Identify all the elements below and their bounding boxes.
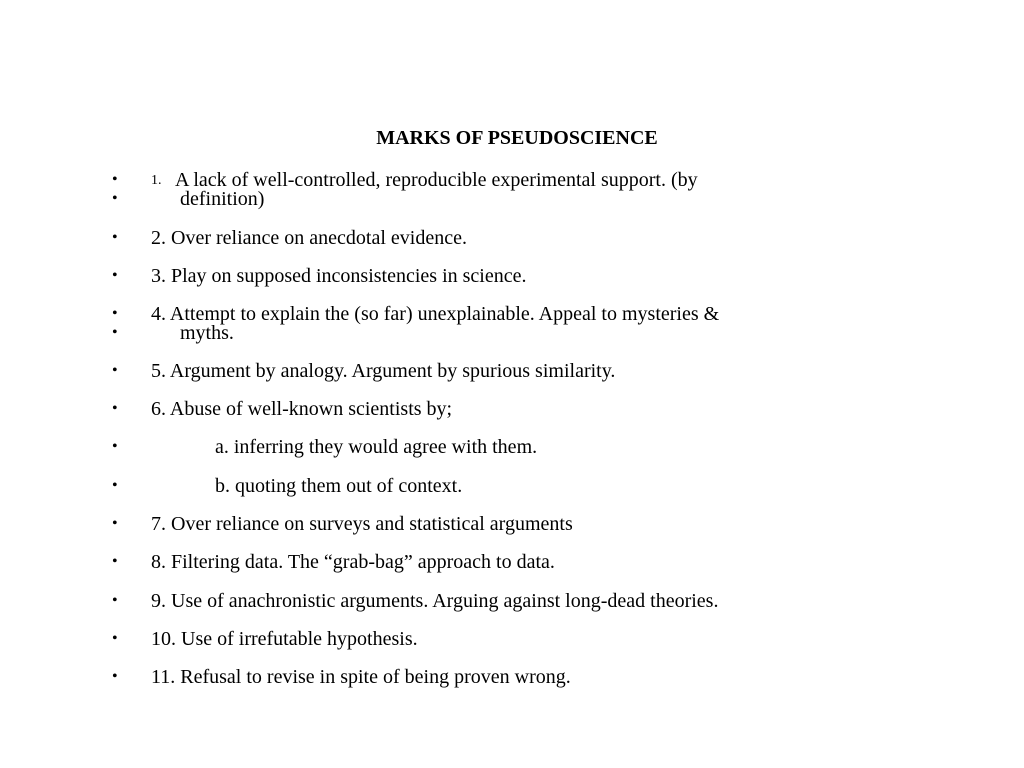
bullet-icon: •	[112, 267, 118, 284]
bullet-icon: •	[112, 305, 118, 322]
bullet-icon: •	[112, 668, 118, 685]
list-item-text: A lack of well-controlled, reproducible experimental support. (by	[175, 169, 698, 191]
list-item-number: 1.	[151, 173, 162, 188]
list-item-text: 8. Filtering data. The “grab-bag” approach to data.	[151, 551, 555, 573]
bullet-icon: •	[112, 324, 118, 341]
list-item-text: 10. Use of irrefutable hypothesis.	[151, 628, 418, 650]
list-item-text: myths.	[180, 322, 234, 344]
list-item-text: 5. Argument by analogy. Argument by spurious similarity.	[151, 360, 616, 382]
list-item-text: 7. Over reliance on surveys and statistical arguments	[151, 513, 573, 535]
bullet-icon: •	[112, 477, 118, 494]
list-item-text: 2. Over reliance on anecdotal evidence.	[151, 227, 467, 249]
bullet-icon: •	[112, 592, 118, 609]
bullet-icon: •	[112, 190, 118, 207]
bullet-icon: •	[112, 630, 118, 647]
list-item-text: 6. Abuse of well-known scientists by;	[151, 398, 453, 420]
slide-title: MARKS OF PSEUDOSCIENCE	[376, 127, 658, 149]
bullet-icon: •	[112, 400, 118, 417]
bullet-icon: •	[112, 438, 118, 455]
bullet-icon: •	[112, 229, 118, 246]
bullet-icon: •	[112, 362, 118, 379]
list-item-text: 4. Attempt to explain the (so far) unexplainable. Appeal to mysteries &	[151, 303, 720, 325]
list-item-text: 11. Refusal to revise in spite of being proven wrong.	[151, 666, 571, 688]
list-item-text: 9. Use of anachronistic arguments. Arguing against long-dead theories.	[151, 590, 719, 612]
list-item-text: 3. Play on supposed inconsistencies in science.	[151, 265, 527, 287]
list-item-text: a. inferring they would agree with them.	[215, 436, 538, 458]
list-item-text: definition)	[180, 188, 265, 210]
bullet-icon: •	[112, 553, 118, 570]
list-item-text: b. quoting them out of context.	[215, 475, 463, 497]
bullet-icon: •	[112, 515, 118, 532]
bullet-icon: •	[112, 171, 118, 188]
